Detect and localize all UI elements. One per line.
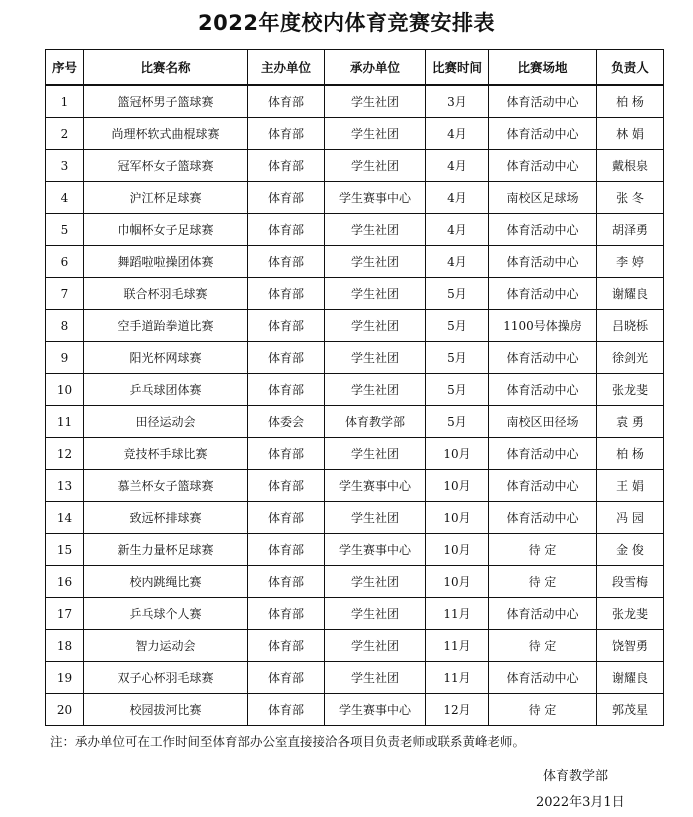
venue-cell: 体育活动中心 bbox=[489, 502, 597, 534]
signature-department: 体育教学部 bbox=[543, 769, 609, 784]
event-name-cell: 田径运动会 bbox=[84, 406, 248, 438]
organizer-cell: 体育部 bbox=[248, 342, 325, 374]
person-in-charge-cell: 冯 园 bbox=[597, 502, 664, 534]
undertaker-cell: 体育教学部 bbox=[325, 406, 426, 438]
undertaker-cell: 学生赛事中心 bbox=[325, 182, 426, 214]
venue-cell: 南校区田径场 bbox=[489, 406, 597, 438]
person-in-charge-cell: 谢耀良 bbox=[597, 662, 664, 694]
event-name-cell: 阳光杯网球赛 bbox=[84, 342, 248, 374]
event-name-cell: 乒乓球团体赛 bbox=[84, 374, 248, 406]
event-time-cell: 4月 bbox=[426, 246, 489, 278]
undertaker-cell: 学生社团 bbox=[325, 662, 426, 694]
row-index-cell: 12 bbox=[46, 438, 84, 470]
event-time-cell: 4月 bbox=[426, 214, 489, 246]
event-name-cell: 双子心杯羽毛球赛 bbox=[84, 662, 248, 694]
venue-cell: 体育活动中心 bbox=[489, 438, 597, 470]
event-time-cell: 10月 bbox=[426, 470, 489, 502]
venue-cell: 1100号体操房 bbox=[489, 310, 597, 342]
table-row bbox=[46, 342, 664, 374]
venue-cell: 待 定 bbox=[489, 694, 597, 726]
organizer-cell: 体育部 bbox=[248, 214, 325, 246]
row-index-cell: 6 bbox=[46, 246, 84, 278]
table-header-row bbox=[46, 50, 664, 86]
undertaker-cell: 学生社团 bbox=[325, 85, 426, 118]
venue-cell: 体育活动中心 bbox=[489, 374, 597, 406]
table-row bbox=[46, 502, 664, 534]
competition-schedule-table bbox=[45, 49, 664, 726]
undertaker-cell: 学生社团 bbox=[325, 566, 426, 598]
undertaker-cell: 学生社团 bbox=[325, 374, 426, 406]
row-index-cell: 19 bbox=[46, 662, 84, 694]
person-in-charge-cell: 饶智勇 bbox=[597, 630, 664, 662]
event-name-cell: 校园拔河比赛 bbox=[84, 694, 248, 726]
event-name-cell: 慕兰杯女子篮球赛 bbox=[84, 470, 248, 502]
organizer-cell: 体育部 bbox=[248, 598, 325, 630]
undertaker-cell: 学生社团 bbox=[325, 310, 426, 342]
organizer-cell: 体育部 bbox=[248, 182, 325, 214]
event-name-cell: 尚理杯软式曲棍球赛 bbox=[84, 118, 248, 150]
event-time-cell: 5月 bbox=[426, 406, 489, 438]
venue-cell: 体育活动中心 bbox=[489, 150, 597, 182]
organizer-cell: 体育部 bbox=[248, 310, 325, 342]
table-row bbox=[46, 85, 664, 118]
event-time-cell: 5月 bbox=[426, 374, 489, 406]
event-time-cell: 5月 bbox=[426, 310, 489, 342]
undertaker-cell: 学生赛事中心 bbox=[325, 470, 426, 502]
event-time-cell: 10月 bbox=[426, 534, 489, 566]
event-time-cell: 10月 bbox=[426, 566, 489, 598]
row-index-cell: 9 bbox=[46, 342, 84, 374]
organizer-cell: 体育部 bbox=[248, 502, 325, 534]
organizer-cell: 体育部 bbox=[248, 630, 325, 662]
organizer-cell: 体育部 bbox=[248, 438, 325, 470]
row-index-cell: 4 bbox=[46, 182, 84, 214]
event-name-cell: 空手道跆拳道比赛 bbox=[84, 310, 248, 342]
event-name-cell: 新生力量杯足球赛 bbox=[84, 534, 248, 566]
organizer-cell: 体育部 bbox=[248, 118, 325, 150]
row-index-cell: 15 bbox=[46, 534, 84, 566]
event-name-cell: 联合杯羽毛球赛 bbox=[84, 278, 248, 310]
row-index-cell: 18 bbox=[46, 630, 84, 662]
event-name-cell: 巾帼杯女子足球赛 bbox=[84, 214, 248, 246]
person-in-charge-cell: 李 婷 bbox=[597, 246, 664, 278]
table-row bbox=[46, 470, 664, 502]
person-in-charge-cell: 柏 杨 bbox=[597, 438, 664, 470]
event-time-cell: 11月 bbox=[426, 598, 489, 630]
event-time-cell: 11月 bbox=[426, 630, 489, 662]
header-index: 序号 bbox=[46, 50, 84, 86]
person-in-charge-cell: 吕晓栎 bbox=[597, 310, 664, 342]
table-row bbox=[46, 214, 664, 246]
row-index-cell: 17 bbox=[46, 598, 84, 630]
row-index-cell: 14 bbox=[46, 502, 84, 534]
organizer-cell: 体育部 bbox=[248, 566, 325, 598]
row-index-cell: 10 bbox=[46, 374, 84, 406]
venue-cell: 南校区足球场 bbox=[489, 182, 597, 214]
table-row bbox=[46, 694, 664, 726]
person-in-charge-cell: 段雪梅 bbox=[597, 566, 664, 598]
row-index-cell: 2 bbox=[46, 118, 84, 150]
undertaker-cell: 学生赛事中心 bbox=[325, 694, 426, 726]
venue-cell: 待 定 bbox=[489, 630, 597, 662]
venue-cell: 体育活动中心 bbox=[489, 662, 597, 694]
row-index-cell: 20 bbox=[46, 694, 84, 726]
person-in-charge-cell: 郭茂星 bbox=[597, 694, 664, 726]
event-time-cell: 10月 bbox=[426, 438, 489, 470]
table-row bbox=[46, 566, 664, 598]
undertaker-cell: 学生社团 bbox=[325, 598, 426, 630]
venue-cell: 体育活动中心 bbox=[489, 278, 597, 310]
person-in-charge-cell: 袁 勇 bbox=[597, 406, 664, 438]
row-index-cell: 16 bbox=[46, 566, 84, 598]
table-row bbox=[46, 278, 664, 310]
venue-cell: 体育活动中心 bbox=[489, 342, 597, 374]
undertaker-cell: 学生社团 bbox=[325, 342, 426, 374]
event-name-cell: 乒乓球个人赛 bbox=[84, 598, 248, 630]
venue-cell: 体育活动中心 bbox=[489, 214, 597, 246]
person-in-charge-cell: 戴根泉 bbox=[597, 150, 664, 182]
undertaker-cell: 学生社团 bbox=[325, 502, 426, 534]
undertaker-cell: 学生社团 bbox=[325, 150, 426, 182]
row-index-cell: 3 bbox=[46, 150, 84, 182]
undertaker-cell: 学生赛事中心 bbox=[325, 534, 426, 566]
venue-cell: 体育活动中心 bbox=[489, 118, 597, 150]
event-time-cell: 4月 bbox=[426, 150, 489, 182]
venue-cell: 待 定 bbox=[489, 534, 597, 566]
person-in-charge-cell: 张龙斐 bbox=[597, 598, 664, 630]
event-name-cell: 舞蹈啦啦操团体赛 bbox=[84, 246, 248, 278]
event-time-cell: 5月 bbox=[426, 342, 489, 374]
venue-cell: 体育活动中心 bbox=[489, 246, 597, 278]
table-row bbox=[46, 662, 664, 694]
undertaker-cell: 学生社团 bbox=[325, 630, 426, 662]
signature-date: 2022年3月1日 bbox=[536, 795, 625, 810]
undertaker-cell: 学生社团 bbox=[325, 118, 426, 150]
organizer-cell: 体育部 bbox=[248, 534, 325, 566]
table-row bbox=[46, 310, 664, 342]
table-row bbox=[46, 438, 664, 470]
table-row bbox=[46, 534, 664, 566]
row-index-cell: 5 bbox=[46, 214, 84, 246]
event-time-cell: 4月 bbox=[426, 118, 489, 150]
organizer-cell: 体育部 bbox=[248, 85, 325, 118]
undertaker-cell: 学生社团 bbox=[325, 214, 426, 246]
table-row bbox=[46, 182, 664, 214]
organizer-cell: 体育部 bbox=[248, 662, 325, 694]
row-index-cell: 8 bbox=[46, 310, 84, 342]
event-time-cell: 5月 bbox=[426, 278, 489, 310]
person-in-charge-cell: 王 娟 bbox=[597, 470, 664, 502]
person-in-charge-cell: 张龙斐 bbox=[597, 374, 664, 406]
header-organizer: 主办单位 bbox=[248, 50, 325, 86]
footnote: 注：承办单位可在工作时间至体育部办公室直接接洽各项目负责老师或联系黄峰老师。 bbox=[50, 734, 526, 749]
table-row bbox=[46, 598, 664, 630]
event-name-cell: 校内跳绳比赛 bbox=[84, 566, 248, 598]
header-person-in-charge: 负责人 bbox=[597, 50, 664, 86]
event-name-cell: 致远杯排球赛 bbox=[84, 502, 248, 534]
organizer-cell: 体育部 bbox=[248, 246, 325, 278]
row-index-cell: 11 bbox=[46, 406, 84, 438]
venue-cell: 待 定 bbox=[489, 566, 597, 598]
row-index-cell: 7 bbox=[46, 278, 84, 310]
table-row bbox=[46, 630, 664, 662]
table-row bbox=[46, 118, 664, 150]
event-time-cell: 12月 bbox=[426, 694, 489, 726]
undertaker-cell: 学生社团 bbox=[325, 246, 426, 278]
venue-cell: 体育活动中心 bbox=[489, 598, 597, 630]
table-row bbox=[46, 406, 664, 438]
event-name-cell: 竞技杯手球比赛 bbox=[84, 438, 248, 470]
organizer-cell: 体委会 bbox=[248, 406, 325, 438]
organizer-cell: 体育部 bbox=[248, 694, 325, 726]
event-name-cell: 沪江杯足球赛 bbox=[84, 182, 248, 214]
event-name-cell: 冠军杯女子篮球赛 bbox=[84, 150, 248, 182]
event-time-cell: 10月 bbox=[426, 502, 489, 534]
organizer-cell: 体育部 bbox=[248, 278, 325, 310]
table-row bbox=[46, 246, 664, 278]
organizer-cell: 体育部 bbox=[248, 374, 325, 406]
undertaker-cell: 学生社团 bbox=[325, 278, 426, 310]
event-name-cell: 篮冠杯男子篮球赛 bbox=[84, 85, 248, 118]
event-time-cell: 4月 bbox=[426, 182, 489, 214]
event-name-cell: 智力运动会 bbox=[84, 630, 248, 662]
header-event-name: 比赛名称 bbox=[84, 50, 248, 86]
person-in-charge-cell: 林 娟 bbox=[597, 118, 664, 150]
person-in-charge-cell: 胡泽勇 bbox=[597, 214, 664, 246]
organizer-cell: 体育部 bbox=[248, 470, 325, 502]
person-in-charge-cell: 柏 杨 bbox=[597, 85, 664, 118]
header-time: 比赛时间 bbox=[426, 50, 489, 86]
person-in-charge-cell: 金 俊 bbox=[597, 534, 664, 566]
table-row bbox=[46, 150, 664, 182]
organizer-cell: 体育部 bbox=[248, 150, 325, 182]
header-venue: 比赛场地 bbox=[489, 50, 597, 86]
table-body bbox=[46, 85, 664, 726]
header-undertaker: 承办单位 bbox=[325, 50, 426, 86]
venue-cell: 体育活动中心 bbox=[489, 85, 597, 118]
venue-cell: 体育活动中心 bbox=[489, 470, 597, 502]
row-index-cell: 13 bbox=[46, 470, 84, 502]
table-row bbox=[46, 374, 664, 406]
person-in-charge-cell: 徐剑光 bbox=[597, 342, 664, 374]
person-in-charge-cell: 谢耀良 bbox=[597, 278, 664, 310]
row-index-cell: 1 bbox=[46, 85, 84, 118]
document-title: 2022年度校内体育竞赛安排表 bbox=[198, 11, 495, 35]
event-time-cell: 3月 bbox=[426, 85, 489, 118]
person-in-charge-cell: 张 冬 bbox=[597, 182, 664, 214]
event-time-cell: 11月 bbox=[426, 662, 489, 694]
undertaker-cell: 学生社团 bbox=[325, 438, 426, 470]
